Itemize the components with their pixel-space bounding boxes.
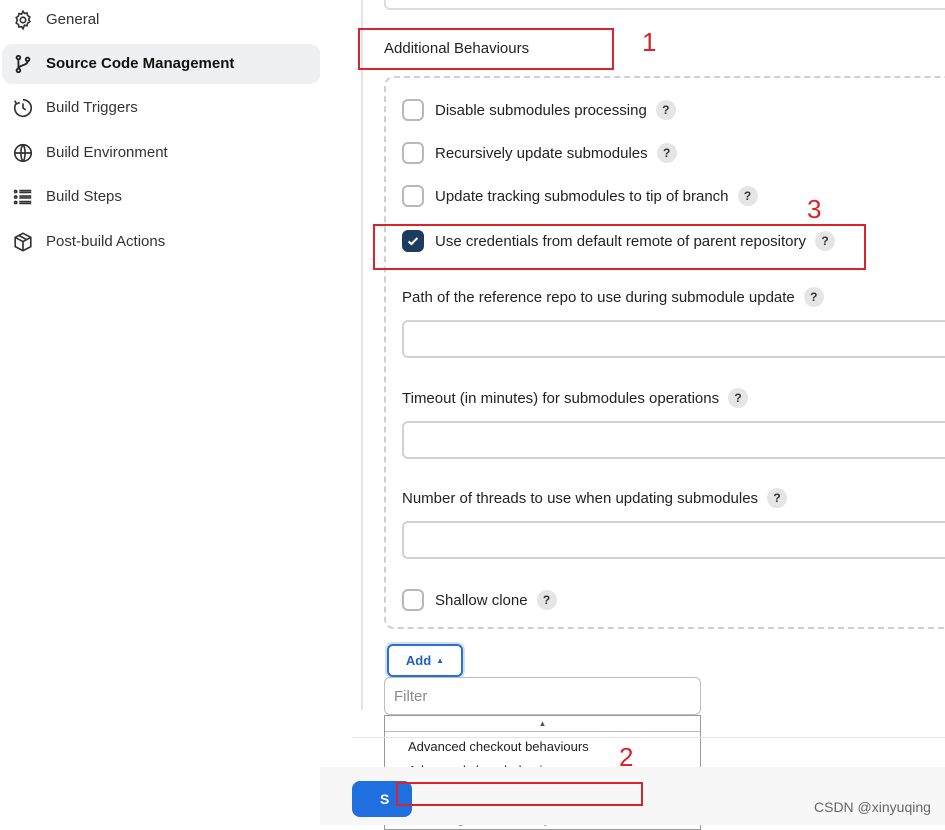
threads-input[interactable] (402, 521, 945, 559)
filter-input[interactable] (384, 677, 701, 715)
help-icon[interactable]: ? (656, 100, 676, 120)
sidebar (0, 0, 330, 825)
help-icon[interactable]: ? (738, 186, 758, 206)
footer-divider (352, 737, 945, 738)
help-icon[interactable]: ? (537, 590, 557, 610)
help-icon[interactable]: ? (804, 287, 824, 307)
sidebar-item-label: General (46, 11, 100, 28)
checkbox-row-recursive-update[interactable] (402, 142, 677, 164)
checkbox-label: Shallow clone (435, 591, 528, 609)
timeout-input[interactable] (402, 421, 945, 459)
checkbox-label: Use credentials from default remote of parent repository (435, 232, 807, 250)
sidebar-item-label: Source Code Management (46, 55, 235, 72)
watermark: CSDN @xinyuqing (814, 799, 931, 815)
package-icon (12, 231, 34, 253)
list-icon (12, 186, 34, 208)
reference-repo-input[interactable] (402, 320, 945, 358)
checkbox-label: Update tracking submodules to tip of branch (435, 187, 729, 205)
recursive-update-checkbox[interactable] (402, 142, 424, 164)
sidebar-item-build-steps[interactable] (2, 177, 320, 217)
sidebar-item-label: Build Steps (46, 188, 122, 205)
menu-item-advanced-checkout[interactable]: Advanced checkout behaviours (408, 739, 589, 754)
sidebar-item-post-build-actions[interactable] (2, 222, 320, 262)
previous-field-input[interactable] (384, 0, 945, 10)
add-button-label: Add (405, 653, 432, 668)
threads-label (402, 488, 787, 508)
field-label-text: Timeout (in minutes) for submodules operations (402, 389, 720, 407)
timer-icon (12, 97, 34, 119)
sidebar-item-build-environment[interactable] (2, 133, 320, 173)
checkbox-row-shallow-clone[interactable] (402, 589, 557, 611)
help-icon[interactable]: ? (657, 143, 677, 163)
sidebar-item-label: Build Environment (46, 144, 168, 161)
scroll-up-arrow-icon[interactable]: ▲ (385, 716, 700, 732)
sidebar-item-general[interactable] (2, 0, 320, 40)
disable-submodules-checkbox[interactable] (402, 99, 424, 121)
annotation-box-2 (396, 782, 643, 806)
checkbox-row-tracking-submodules[interactable] (402, 185, 758, 207)
sidebar-item-build-triggers[interactable] (2, 88, 320, 128)
help-icon[interactable]: ? (767, 488, 787, 508)
column-divider (361, 0, 363, 710)
gear-icon (12, 9, 34, 31)
sidebar-item-label: Post-build Actions (46, 233, 166, 250)
annotation-box-3 (373, 224, 866, 270)
annotation-number-2: 2 (619, 742, 634, 772)
reference-repo-label (402, 287, 824, 307)
field-label-text: Number of threads to use when updating submodules (402, 489, 759, 507)
tracking-submodules-checkbox[interactable] (402, 185, 424, 207)
annotation-number-3: 3 (807, 194, 822, 224)
timeout-label (402, 388, 748, 408)
checkbox-row-disable-submodules[interactable] (402, 99, 676, 121)
branch-icon (12, 53, 34, 75)
checkbox-label: Recursively update submodules (435, 144, 648, 162)
shallow-clone-checkbox[interactable] (402, 589, 424, 611)
caret-up-icon: ▲ (436, 656, 445, 665)
save-button-label: S (380, 791, 390, 807)
sidebar-item-source-code-management[interactable] (2, 44, 320, 84)
section-title: Additional Behaviours (384, 40, 530, 57)
add-behaviour-button[interactable] (387, 644, 463, 677)
help-icon[interactable]: ? (815, 231, 835, 251)
field-label-text: Path of the reference repo to use during submodule update (402, 288, 795, 306)
checkbox-label: Disable submodules processing (435, 101, 647, 119)
sidebar-item-label: Build Triggers (46, 99, 138, 116)
annotation-box-1 (358, 28, 614, 70)
globe-icon (12, 142, 34, 164)
annotation-number-1: 1 (642, 27, 657, 57)
help-icon[interactable]: ? (728, 388, 748, 408)
